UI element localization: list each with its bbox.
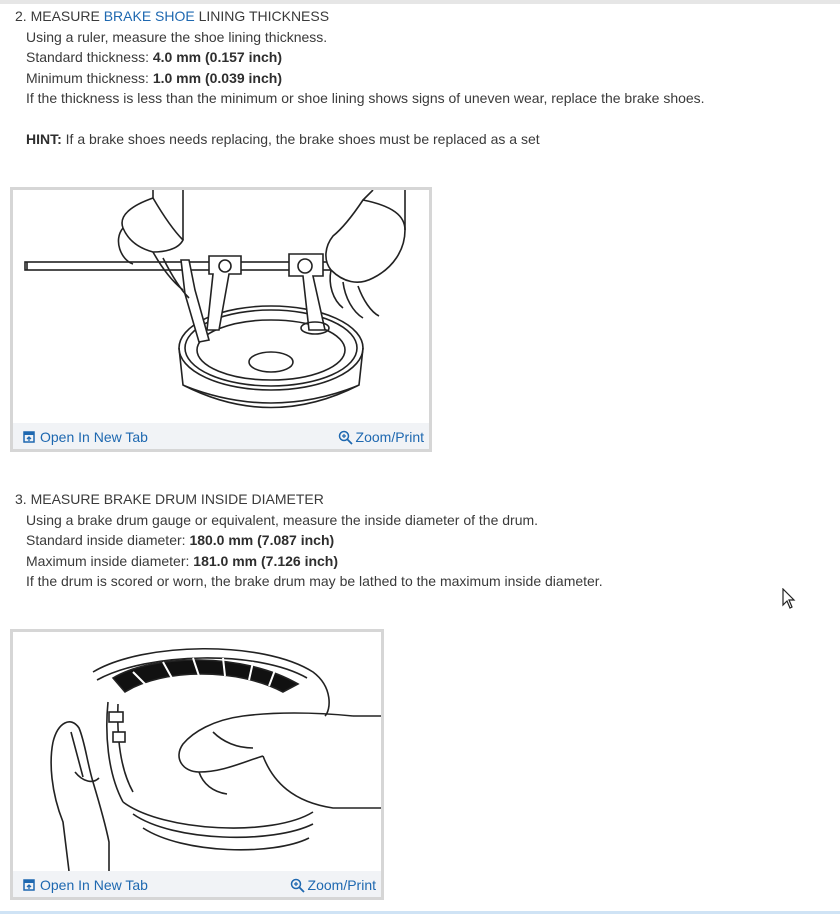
figure-2-zoom-label: Zoom/Print [307,877,376,893]
hint-label: HINT: [26,131,62,147]
standard-thickness-label: Standard thickness: [26,49,149,65]
step-2-title-pre: MEASURE [30,8,100,24]
top-divider [0,0,840,4]
maximum-diameter-label: Maximum inside diameter: [26,552,190,569]
standard-diameter-value: 180.0 mm (7.087 inch) [189,532,335,548]
step-2-title-post: LINING THICKNESS [198,8,330,24]
step-2-heading [15,6,705,27]
figure-1-open-label: Open In New Tab [40,429,148,445]
brake-shoe-link[interactable]: BRAKE SHOE [103,8,195,24]
figure-2-open-in-new-tab[interactable] [23,877,148,893]
minimum-thickness-label: Minimum thickness: [26,69,149,86]
zoom-in-icon [338,430,353,445]
maximum-diameter-row [15,551,603,572]
hint-row [15,129,705,150]
step-2-section [15,6,705,150]
figure-1 [10,187,432,452]
step-3-instruction: Using a brake drum gauge or equivalent, measure the inside diameter of the drum. [26,511,539,528]
maximum-diameter-value: 181.0 mm (7.126 inch) [193,552,339,569]
open-new-tab-icon [23,879,35,891]
figure-1-open-in-new-tab[interactable] [23,429,148,445]
figure-1-toolbar [13,423,429,449]
brake-drum-gauge-illustration [13,632,381,871]
step-3-number: 3. [15,491,27,507]
step-2-number: 2. [15,8,27,24]
standard-thickness-value: 4.0 mm (0.157 inch) [152,49,283,65]
figure-2-open-label: Open In New Tab [40,877,148,893]
figure-2 [10,629,384,900]
minimum-thickness-row [15,68,705,89]
step-3-heading [15,489,603,510]
standard-diameter-row [15,530,603,551]
open-new-tab-icon [23,431,35,443]
hint-text: If a brake shoes needs replacing, the brake shoes must be replaced as a set [65,131,540,147]
mouse-cursor-icon [782,588,796,610]
figure-2-toolbar [13,871,381,897]
zoom-in-icon [290,878,305,893]
step-2-note: If the thickness is less than the minimum or shoe lining shows signs of uneven wear, replace the brake shoes. [26,90,705,106]
caliper-measuring-brake-shoe-illustration [13,190,429,423]
step-3-title: MEASURE BRAKE DRUM INSIDE DIAMETER [30,491,324,507]
figure-1-zoom-print[interactable] [338,429,424,445]
step-3-section [15,489,603,592]
standard-thickness-row [15,47,705,68]
standard-diameter-label: Standard inside diameter: [26,532,186,548]
minimum-thickness-value: 1.0 mm (0.039 inch) [152,69,282,86]
step-3-note: If the drum is scored or worn, the brake drum may be lathed to the maximum inside diameter. [26,573,603,589]
figure-1-zoom-label: Zoom/Print [355,429,424,445]
step-2-instruction: Using a ruler, measure the shoe lining thickness. [26,28,328,45]
figure-2-zoom-print[interactable] [290,877,376,893]
